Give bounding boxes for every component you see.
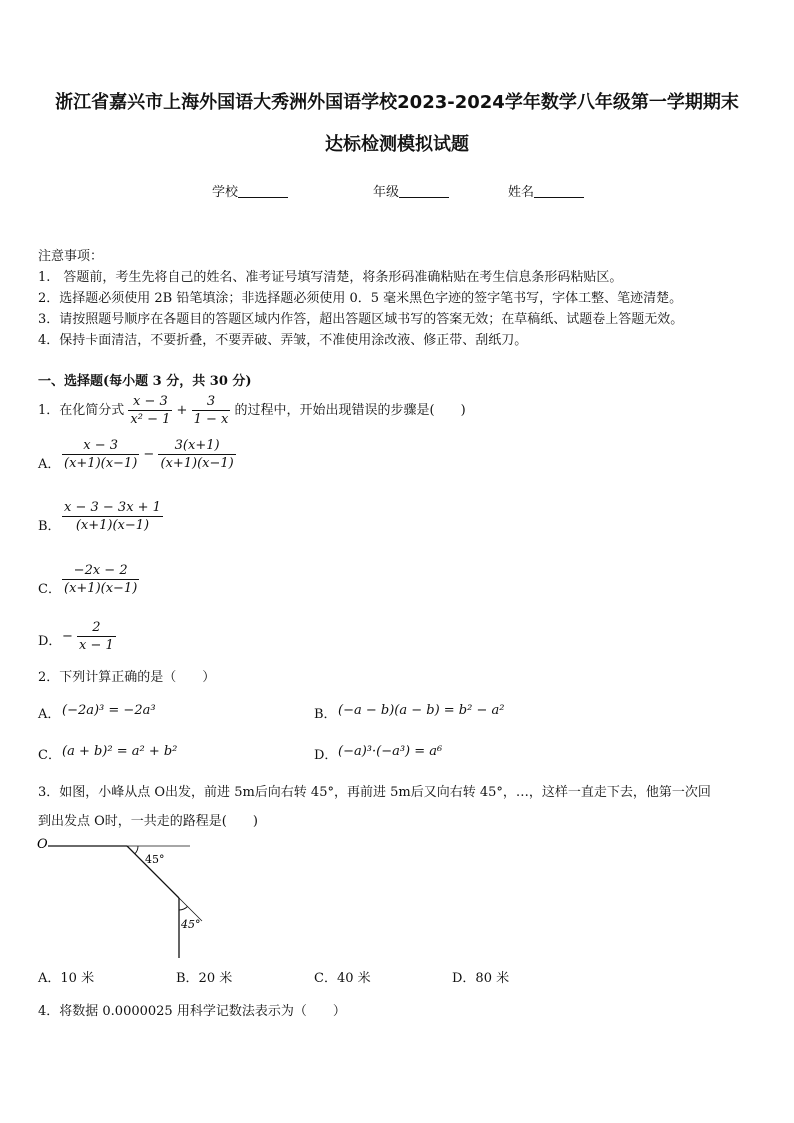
q1-option-c bbox=[62, 563, 139, 596]
q3-option-a: A．10 米 bbox=[38, 971, 95, 986]
notice-item-3: 3．请按照题号顺序在各题目的答题区域内作答，超出答题区域书写的答案无效；在草稿纸、试题卷上答题无效。 bbox=[38, 312, 684, 327]
notice-item-4: 4．保持卡面清洁，不要折叠，不要弄破、弄皱，不准使用涂改液、修正带、刮纸刀。 bbox=[38, 333, 528, 348]
name-blank bbox=[534, 184, 584, 198]
q1-option-c-fraction bbox=[62, 563, 139, 596]
figure-angle-arc-2 bbox=[179, 907, 188, 911]
q1-plus: + bbox=[176, 403, 188, 418]
question-3-stem-line2: 到出发点 O时，一共走的路程是( ) bbox=[38, 814, 258, 829]
notice-item-2: 2．选择题必须使用 2B 铅笔填涂；非选择题必须使用 0．5 毫米黑色字迹的签字笔书写，字体工整、笔迹清楚。 bbox=[38, 291, 683, 306]
q1-option-b-numerator: x − 3 − 3x + 1 bbox=[64, 500, 161, 515]
q1-option-a-fraction-1-denominator: (x+1)(x−1) bbox=[64, 456, 138, 471]
q1-option-a-fraction-2-denominator: (x+1)(x−1) bbox=[160, 456, 234, 471]
notice-item-1: 1. 答题前，考生先将自己的姓名、准考证号填写清楚，将条形码准确粘贴在考生信息条形码粘贴区。 bbox=[38, 270, 623, 285]
q1-option-a-fraction-2-numerator: 3(x+1) bbox=[158, 438, 235, 455]
q1-option-a-fraction-2 bbox=[158, 438, 235, 471]
q2-option-a: (−2a)³ = −2a³ bbox=[62, 703, 156, 718]
q1-option-a-fraction-1-numerator: x − 3 bbox=[62, 438, 139, 455]
q3-option-b: B．20 米 bbox=[176, 971, 233, 986]
q3-option-c: C．40 米 bbox=[314, 971, 371, 986]
q1-option-a-label: A． bbox=[38, 457, 61, 472]
question-2-stem: 2．下列计算正确的是（ ） bbox=[38, 670, 216, 685]
q1-option-a-minus: − bbox=[143, 447, 155, 462]
q1-fraction-1 bbox=[128, 394, 172, 427]
q2-option-b-label: B． bbox=[314, 707, 337, 722]
name-label: 姓名 bbox=[508, 185, 535, 200]
exam-title-line1: 浙江省嘉兴市上海外国语大秀洲外国语学校2023-2024学年数学八年级第一学期期末 bbox=[55, 92, 739, 113]
question-1-stem bbox=[38, 394, 466, 427]
q1-fraction-2-denominator: 1 − x bbox=[193, 412, 229, 427]
q2-option-c-label: C． bbox=[38, 748, 61, 763]
q1-fraction-1-denominator: x² − 1 bbox=[130, 412, 171, 427]
grade-blank bbox=[399, 184, 449, 198]
q1-prefix: 1．在化简分式 bbox=[38, 403, 125, 418]
exam-title-line2: 达标检测模拟试题 bbox=[325, 134, 469, 155]
q1-option-d-fraction bbox=[77, 620, 116, 653]
q2-option-d: (−a)³·(−a³) = a⁶ bbox=[338, 744, 443, 759]
figure-angle-arc-1 bbox=[135, 846, 138, 854]
q1-fraction-2-numerator: 3 bbox=[192, 394, 231, 411]
name-field bbox=[508, 181, 584, 200]
q1-option-a-fraction-1 bbox=[62, 438, 139, 471]
figure-angle-label-2: 45° bbox=[181, 918, 201, 931]
q1-option-c-label: C． bbox=[38, 582, 61, 597]
q2-option-b: (−a − b)(a − b) = b² − a² bbox=[338, 703, 505, 718]
q3-path-figure bbox=[30, 832, 230, 962]
grade-field bbox=[373, 181, 449, 200]
q1-option-b-denominator: (x+1)(x−1) bbox=[75, 518, 150, 533]
q1-option-d-sign: − bbox=[62, 629, 73, 644]
q1-option-d-denominator: x − 1 bbox=[79, 638, 114, 653]
school-label: 学校 bbox=[212, 185, 239, 200]
figure-angle-label-1: 45° bbox=[145, 853, 165, 866]
q2-option-a-label: A． bbox=[38, 707, 61, 722]
figure-point-o-label: O bbox=[37, 837, 48, 852]
q1-option-b-fraction bbox=[62, 500, 163, 533]
notice-heading: 注意事项： bbox=[38, 249, 104, 264]
q1-fraction-2 bbox=[192, 394, 231, 427]
q1-option-d-label: D． bbox=[38, 634, 62, 649]
school-blank bbox=[238, 184, 288, 198]
q3-option-d: D．80 米 bbox=[452, 971, 510, 986]
grade-label: 年级 bbox=[373, 185, 400, 200]
q1-suffix: 的过程中，开始出现错误的步骤是( ) bbox=[234, 403, 466, 418]
q1-option-c-denominator: (x+1)(x−1) bbox=[64, 581, 138, 596]
q1-option-c-numerator: −2x − 2 bbox=[62, 563, 139, 580]
question-3-stem-line1: 3．如图，小峰从点 O出发，前进 5m后向右转 45°，再前进 5m后又向右转 45°，…，这样一直走下去，他第一次回 bbox=[38, 785, 711, 800]
q1-option-b-label: B． bbox=[38, 519, 61, 534]
section-heading: 一、选择题(每小题 3 分，共 30 分) bbox=[38, 374, 252, 389]
school-field bbox=[212, 181, 288, 200]
q1-option-a bbox=[62, 438, 236, 471]
q1-fraction-1-numerator: x − 3 bbox=[128, 394, 172, 411]
question-4-stem: 4．将数据 0.0000025 用科学记数法表示为（ ） bbox=[38, 1004, 346, 1019]
q1-option-d bbox=[62, 620, 116, 653]
q1-option-d-numerator: 2 bbox=[77, 620, 116, 637]
q1-option-b bbox=[62, 500, 163, 533]
q2-option-d-label: D． bbox=[314, 748, 338, 763]
q2-option-c: (a + b)² = a² + b² bbox=[62, 744, 178, 759]
